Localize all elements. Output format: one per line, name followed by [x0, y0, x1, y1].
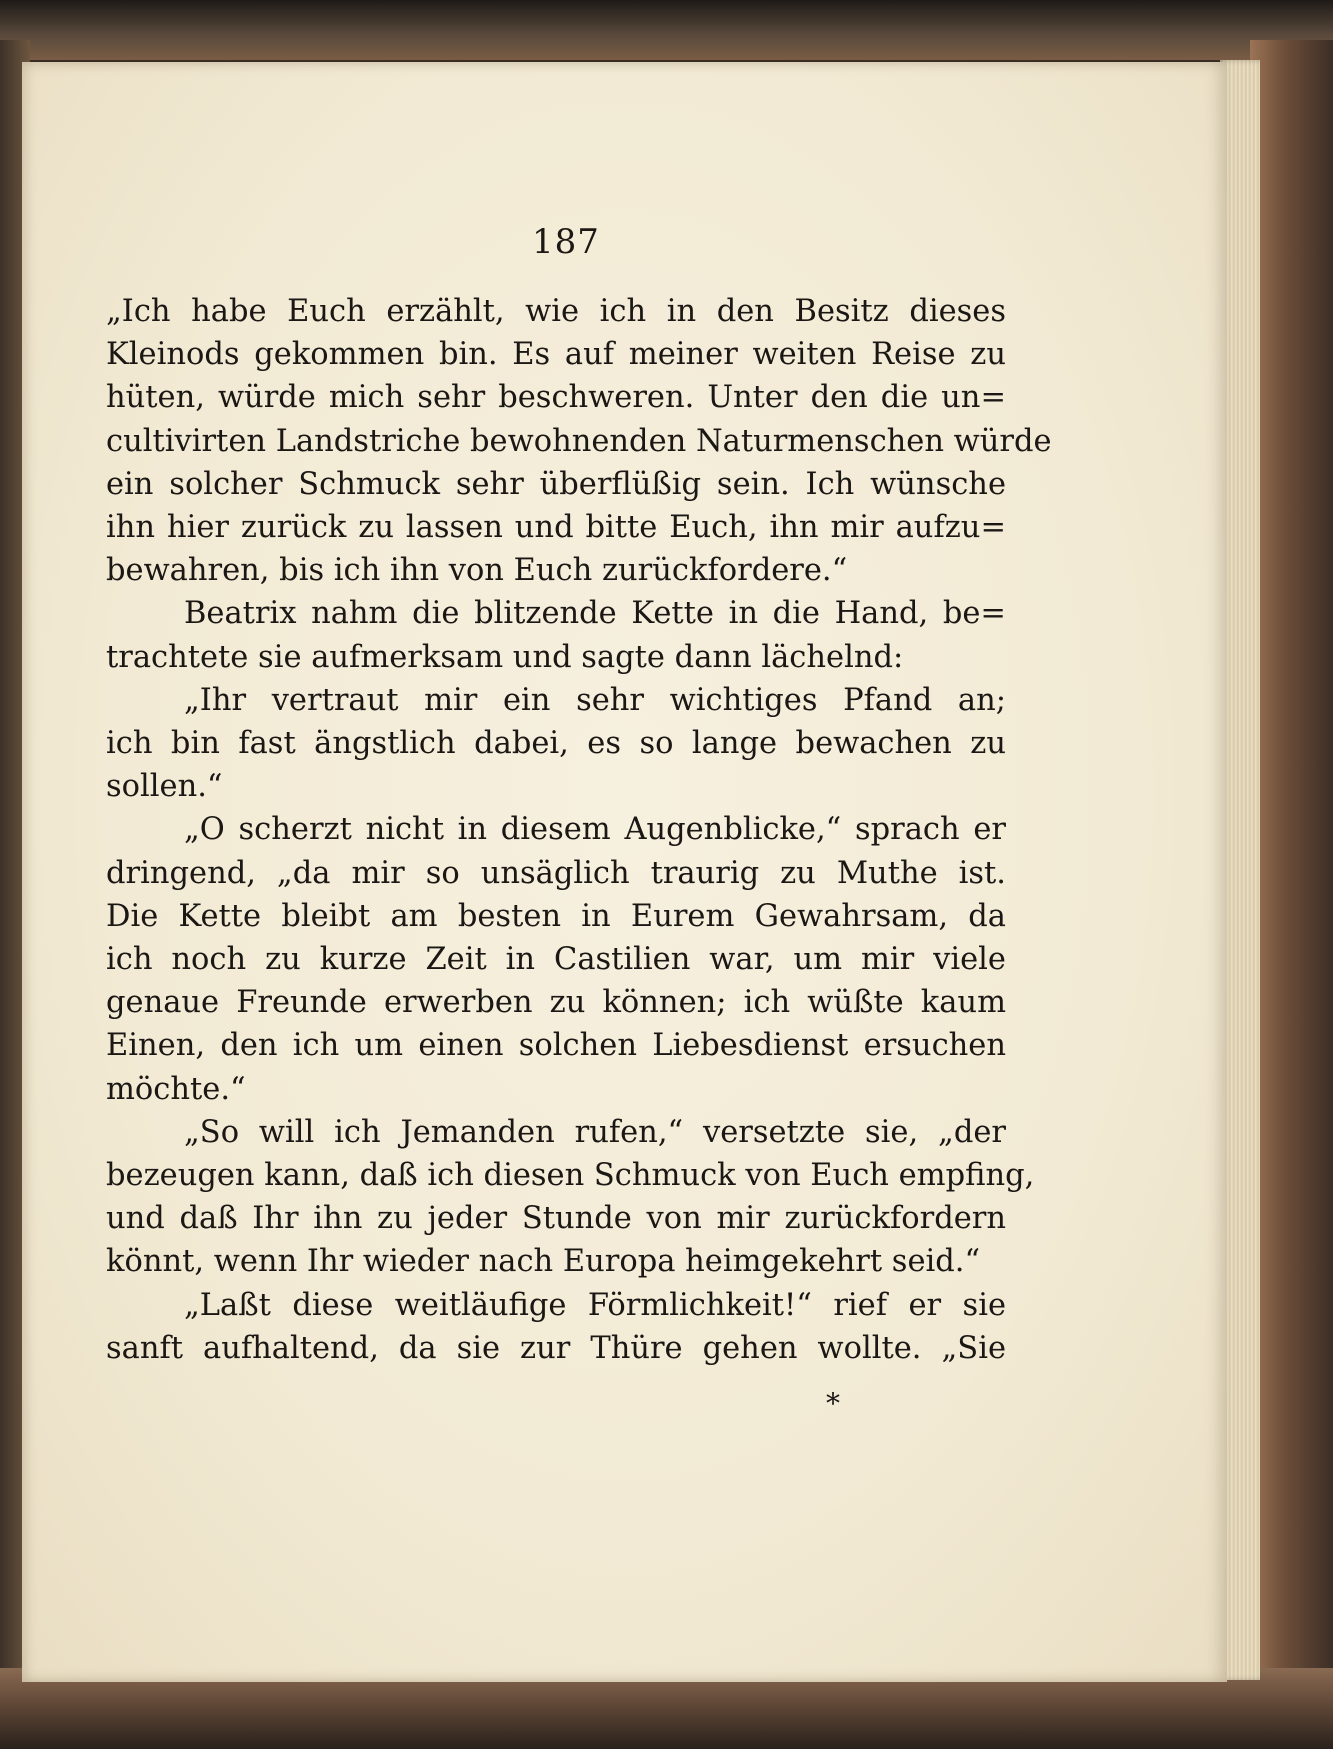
text-line: „So will ich Jemanden rufen,“ versetzte sie, „der — [184, 1114, 1006, 1150]
text-line: ich noch zu kurze Zeit in Castilien war, um mir viele — [106, 942, 1006, 978]
text-line: könnt, wenn Ihr wieder nach Europa heimgekehrt seid.“ — [106, 1244, 981, 1280]
book-cover-right-edge — [1250, 40, 1333, 1700]
text-line: sollen.“ — [106, 769, 223, 805]
text-line: ein solcher Schmuck sehr überflüßig sein. Ich wünsche — [106, 466, 1006, 502]
text-line: „Ihr vertraut mir ein sehr wichtiges Pfand an; — [184, 682, 1006, 718]
body-text — [106, 290, 1052, 1370]
book-cover-top-edge — [0, 0, 1333, 60]
signature-mark: * — [826, 1387, 840, 1420]
text-line: „Ich habe Euch erzählt, wie ich in den Besitz dieses — [106, 294, 1006, 329]
text-line: Die Kette bleibt am besten in Eurem Gewahrsam, da — [106, 898, 1006, 934]
text-line: cultivirten Landstriche bewohnenden Naturmenschen würde — [106, 423, 1052, 459]
text-line: trachtete sie aufmerksam und sagte dann lächelnd: — [106, 639, 904, 675]
text-line: Einen, den ich um einen solchen Liebesdienst ersuchen — [106, 1028, 1006, 1064]
book-page — [22, 62, 1227, 1682]
text-line: Kleinods gekommen bin. Es auf meiner weiten Reise zu — [106, 337, 1006, 373]
text-line: „Laßt diese weitläufige Förmlichkeit!“ rief er sie — [184, 1287, 1006, 1323]
page-number: 187 — [532, 222, 600, 262]
text-line: dringend, „da mir so unsäglich traurig zu Muthe ist. — [106, 855, 1006, 891]
text-line: „O scherzt nicht in diesem Augenblicke,“ sprach er — [184, 812, 1006, 848]
text-line: genaue Freunde erwerben zu können; ich wüßte kaum — [106, 985, 1006, 1021]
text-line: ich bin fast ängstlich dabei, es so lange bewachen zu — [106, 726, 1006, 762]
text-line: möchte.“ — [106, 1071, 246, 1107]
text-line: ihn hier zurück zu lassen und bitte Euch, ihn mir aufzu= — [106, 510, 1006, 546]
text-line: und daß Ihr ihn zu jeder Stunde von mir zurückfordern — [106, 1201, 1006, 1237]
text-line: bezeugen kann, daß ich diesen Schmuck von Euch empfing, — [106, 1158, 1035, 1194]
text-line: bewahren, bis ich ihn von Euch zurückfordere.“ — [106, 553, 848, 589]
text-line: sanft aufhaltend, da sie zur Thüre gehen wollte. „Sie — [106, 1330, 1006, 1366]
text-line: Beatrix nahm die blitzende Kette in die Hand, be= — [184, 596, 1006, 632]
text-line: hüten, würde mich sehr beschweren. Unter den die un= — [106, 380, 1006, 416]
